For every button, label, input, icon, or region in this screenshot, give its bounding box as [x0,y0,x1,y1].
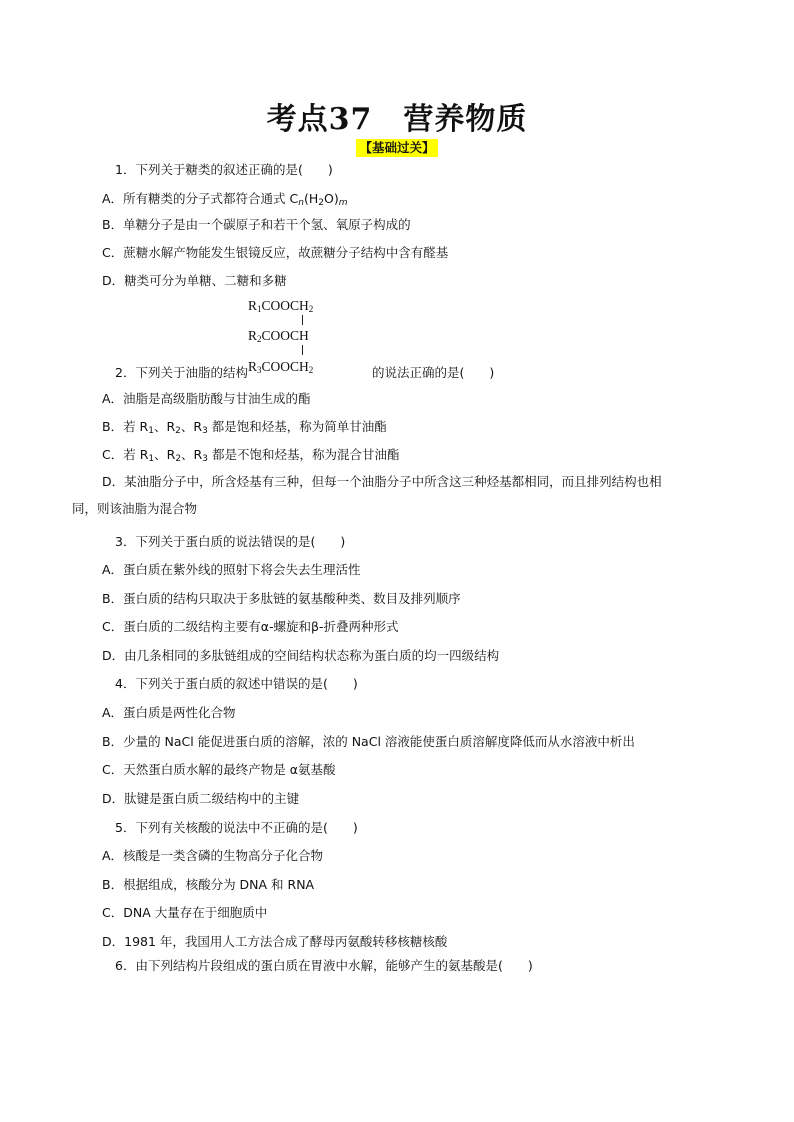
q1-stem: 1．下列关于糖类的叙述正确的是( ) [115,162,333,177]
q1-option-a: A．所有糖类的分子式都符合通式 $C_n(H_2O)_m$ [102,191,348,208]
q2-option-d-line1: D．某油脂分子中，所含烃基有三种，但每一个油脂分子中所含这三种烃基都相同，而且排列结构也相 [102,474,662,489]
q5-option-c: C．DNA 大量存在于细胞质中 [102,905,268,920]
q1-option-d: D．糖类可分为单糖、二糖和多糖 [102,273,287,288]
q3-option-c: C．蛋白质的二级结构主要有α-螺旋和β-折叠两种形式 [102,619,399,634]
q2-option-b: B．若 $R_1$、$R_2$、$R_3$ 都是饱和烃基，称为简单甘油酯 [102,419,387,436]
q4-option-a: A．蛋白质是两性化合物 [102,705,236,720]
q5-option-a: A．核酸是一类含磷的生物高分子化合物 [102,848,324,863]
q4-option-d: D．肽键是蛋白质二级结构中的主键 [102,791,300,806]
q3-option-d: D．由几条相同的多肽链组成的空间结构状态称为蛋白质的均一四级结构 [102,648,500,663]
formula-row-1: $R_1COOCH_2$ [248,298,314,314]
q2-option-a: A．油脂是高级脂肪酸与甘油生成的酯 [102,391,311,406]
q1-option-b: B．单糖分子是由一个碳原子和若干个氢、氧原子构成的 [102,217,411,232]
formula-bond-2 [302,345,303,355]
q4-option-c: C．天然蛋白质水解的最终产物是 α氨基酸 [102,762,336,777]
q2-stem-post: 的说法正确的是( ) [372,365,495,380]
q3-stem: 3．下列关于蛋白质的说法错误的是( ) [115,534,346,549]
formula-row-2: $R_2COOCH$ [248,328,309,344]
q2-option-d-line2: 同，则该油脂为混合物 [72,501,198,516]
page-title: 考点37 营养物质 [266,102,528,137]
q1-option-c: C．蔗糖水解产物能发生银镜反应，故蔗糖分子结构中含有醛基 [102,245,449,260]
formula-row-3: $R_3COOCH_2$ [248,359,314,375]
q2-option-c: C．若 $R_1$、$R_2$、$R_3$ 都是不饱和烃基，称为混合甘油酯 [102,447,400,464]
q6-stem: 6．由下列结构片段组成的蛋白质在胃液中水解，能够产生的氨基酸是( ) [115,958,533,973]
q4-option-b: B．少量的 NaCl 能促进蛋白质的溶解，浓的 NaCl 溶液能使蛋白质溶解度降低而从水溶液中析出 [102,734,635,749]
q3-option-a: A．蛋白质在紫外线的照射下将会失去生理活性 [102,562,361,577]
q3-option-b: B．蛋白质的结构只取决于多肽链的氨基酸种类、数目及排列顺序 [102,591,461,606]
q2-stem-pre: 2．下列关于油脂的结构 [115,365,248,380]
formula-bond-1 [302,315,303,325]
q4-stem: 4．下列关于蛋白质的叙述中错误的是( ) [115,676,358,691]
section-badge: 【基础过关】 [356,139,437,157]
q5-option-d: D．1981 年，我国用人工方法合成了酵母丙氨酸转移核糖核酸 [102,934,448,949]
q5-stem: 5．下列有关核酸的说法中不正确的是( ) [115,820,358,835]
q5-option-b: B．根据组成，核酸分为 DNA 和 RNA [102,877,315,892]
